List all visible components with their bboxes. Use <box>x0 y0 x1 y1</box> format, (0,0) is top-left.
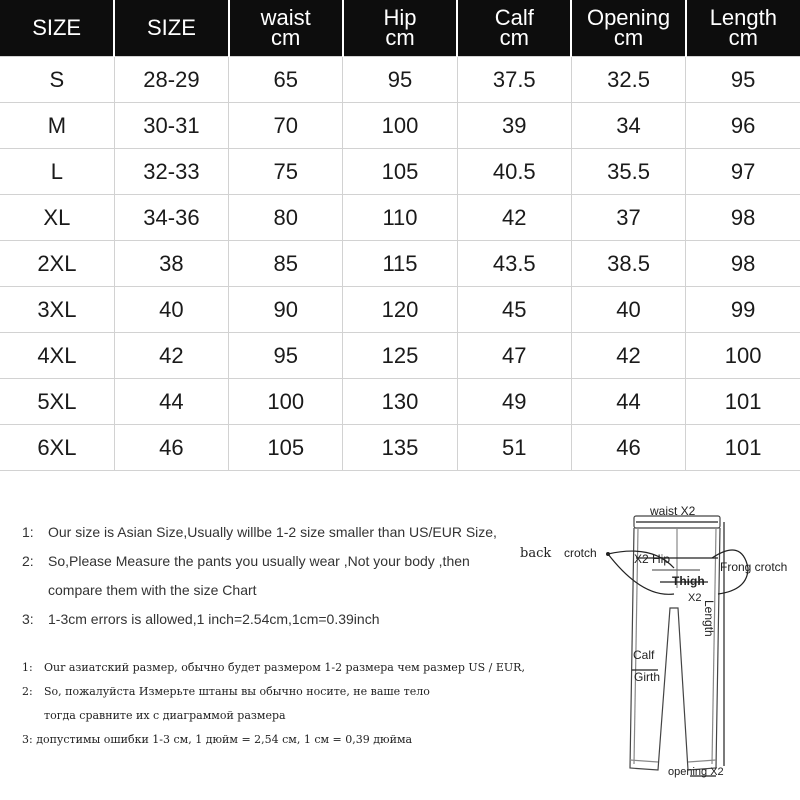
crotch-label: crotch <box>564 546 597 560</box>
header-label: Calf <box>494 5 534 30</box>
girth-label: Girth <box>634 670 661 684</box>
header-label: Opening <box>586 5 671 30</box>
table-row <box>0 333 800 379</box>
table-cell: 101 <box>686 379 800 425</box>
pants-measurement-diagram <box>512 498 800 800</box>
waist-label: waist X2 <box>650 504 696 518</box>
column-header <box>114 0 228 57</box>
note-2-continued: compare them with the size Chart <box>48 582 257 598</box>
header-unit: cm <box>385 25 415 50</box>
table-row <box>0 195 800 241</box>
table-cell: 4XL <box>0 333 114 379</box>
table-cell: 5XL <box>0 379 114 425</box>
table-body <box>0 57 800 471</box>
table-cell: 32-33 <box>114 149 228 195</box>
table-cell: 65 <box>229 57 343 103</box>
header-label: Length <box>709 5 777 30</box>
calf-label: Calf <box>633 648 655 662</box>
table-cell: 2XL <box>0 241 114 287</box>
table-cell: 40 <box>571 287 685 333</box>
table-cell: 90 <box>229 287 343 333</box>
column-header <box>343 0 457 57</box>
table-cell: 100 <box>343 103 457 149</box>
header-label: waist <box>260 5 311 30</box>
table-row <box>0 149 800 195</box>
table-cell: 44 <box>114 379 228 425</box>
table-cell: 101 <box>686 425 800 471</box>
table-cell: 110 <box>343 195 457 241</box>
table-row <box>0 379 800 425</box>
note-number: 2: <box>22 685 33 698</box>
header-unit: cm <box>613 25 644 50</box>
table-cell: 99 <box>686 287 800 333</box>
table-cell: 47 <box>457 333 571 379</box>
note-text: So,Please Measure the pants you usually wear ,Not your body ,then <box>48 553 470 569</box>
table-cell: 105 <box>343 149 457 195</box>
column-header <box>0 0 114 57</box>
front-crotch-label: Frong crotch <box>720 560 788 574</box>
opening-label: opening X2 <box>668 766 724 778</box>
table-cell: 28-29 <box>114 57 228 103</box>
table-cell: 49 <box>457 379 571 425</box>
table-cell: 35.5 <box>571 149 685 195</box>
table-cell: 120 <box>343 287 457 333</box>
table-cell: 98 <box>686 195 800 241</box>
table-row <box>0 425 800 471</box>
table-cell: 42 <box>114 333 228 379</box>
table-cell: 100 <box>686 333 800 379</box>
table-cell: 98 <box>686 241 800 287</box>
ru-note-2-continued: тогда сравните их с диаграммой размера <box>44 709 286 722</box>
table-cell: 97 <box>686 149 800 195</box>
note-number: 1: <box>22 661 33 674</box>
note-3 <box>22 605 522 634</box>
header-unit: cm <box>499 25 529 50</box>
table-row <box>0 103 800 149</box>
table-cell: 40 <box>114 287 228 333</box>
table-cell: 3XL <box>0 287 114 333</box>
table-cell: 38.5 <box>571 241 685 287</box>
note-1 <box>22 518 522 547</box>
table-cell: 70 <box>229 103 343 149</box>
table-cell: 6XL <box>0 425 114 471</box>
note-number: 1: <box>22 524 34 540</box>
table-cell: 95 <box>686 57 800 103</box>
table-row <box>0 57 800 103</box>
table-cell: 44 <box>571 379 685 425</box>
table-cell: 42 <box>571 333 685 379</box>
table-cell: 38 <box>114 241 228 287</box>
thigh-label: Thigh <box>672 574 705 588</box>
table-cell: XL <box>0 195 114 241</box>
table-cell: 105 <box>229 425 343 471</box>
table-row <box>0 287 800 333</box>
column-header <box>229 0 343 57</box>
header-label: Hip <box>383 5 417 30</box>
table-cell: 96 <box>686 103 800 149</box>
length-label: Length <box>702 600 716 637</box>
note-number: 3: <box>22 611 34 627</box>
table-cell: 37.5 <box>457 57 571 103</box>
column-header <box>686 0 800 57</box>
table-cell: 100 <box>229 379 343 425</box>
table-cell: 42 <box>457 195 571 241</box>
pants-outline-icon <box>512 498 800 800</box>
back-label: back <box>520 546 552 561</box>
table-cell: 39 <box>457 103 571 149</box>
note-text: 1-3cm errors is allowed,1 inch=2.54cm,1cm=0.39inch <box>48 611 380 627</box>
table-cell: 75 <box>229 149 343 195</box>
table-cell: 135 <box>343 425 457 471</box>
table-cell: 43.5 <box>457 241 571 287</box>
notes-english <box>22 518 522 634</box>
table-cell: 34-36 <box>114 195 228 241</box>
header-label: SIZE <box>146 15 196 40</box>
table-cell: 95 <box>343 57 457 103</box>
table-cell: 46 <box>571 425 685 471</box>
table-cell: 85 <box>229 241 343 287</box>
table-cell: 115 <box>343 241 457 287</box>
thigh-x2-label: X2 <box>688 592 702 604</box>
table-cell: 51 <box>457 425 571 471</box>
table-cell: M <box>0 103 114 149</box>
note-text: Our size is Asian Size,Usually willbe 1-2 size smaller than US/EUR Size, <box>48 524 497 540</box>
table-cell: S <box>0 57 114 103</box>
table-cell: 30-31 <box>114 103 228 149</box>
table-cell: 45 <box>457 287 571 333</box>
note-text: Our азиатский размер, обычно будет размером 1-2 размера чем размер US / EUR, <box>44 661 525 674</box>
table-cell: 130 <box>343 379 457 425</box>
table-cell: 125 <box>343 333 457 379</box>
column-header <box>571 0 685 57</box>
header-unit: cm <box>271 25 301 50</box>
note-number: 2: <box>22 553 34 569</box>
table-cell: 40.5 <box>457 149 571 195</box>
table-cell: 80 <box>229 195 343 241</box>
table-cell: L <box>0 149 114 195</box>
header-unit: cm <box>728 25 758 50</box>
table-header-row <box>0 0 800 57</box>
hip-label: X2 Hip <box>634 552 671 566</box>
column-header <box>457 0 571 57</box>
table-row <box>0 241 800 287</box>
note-2 <box>22 547 522 576</box>
table-cell: 37 <box>571 195 685 241</box>
ru-note-3: 3: допустимы ошибки 1-3 см, 1 дюйм = 2,54 см, 1 см = 0,39 дюйма <box>22 733 413 746</box>
note-text: So, пожалуйста Измерьте штаны вы обычно носите, не ваше тело <box>44 685 430 698</box>
table-cell: 32.5 <box>571 57 685 103</box>
header-label: SIZE <box>32 15 82 40</box>
table-cell: 34 <box>571 103 685 149</box>
table-cell: 46 <box>114 425 228 471</box>
table-cell: 95 <box>229 333 343 379</box>
